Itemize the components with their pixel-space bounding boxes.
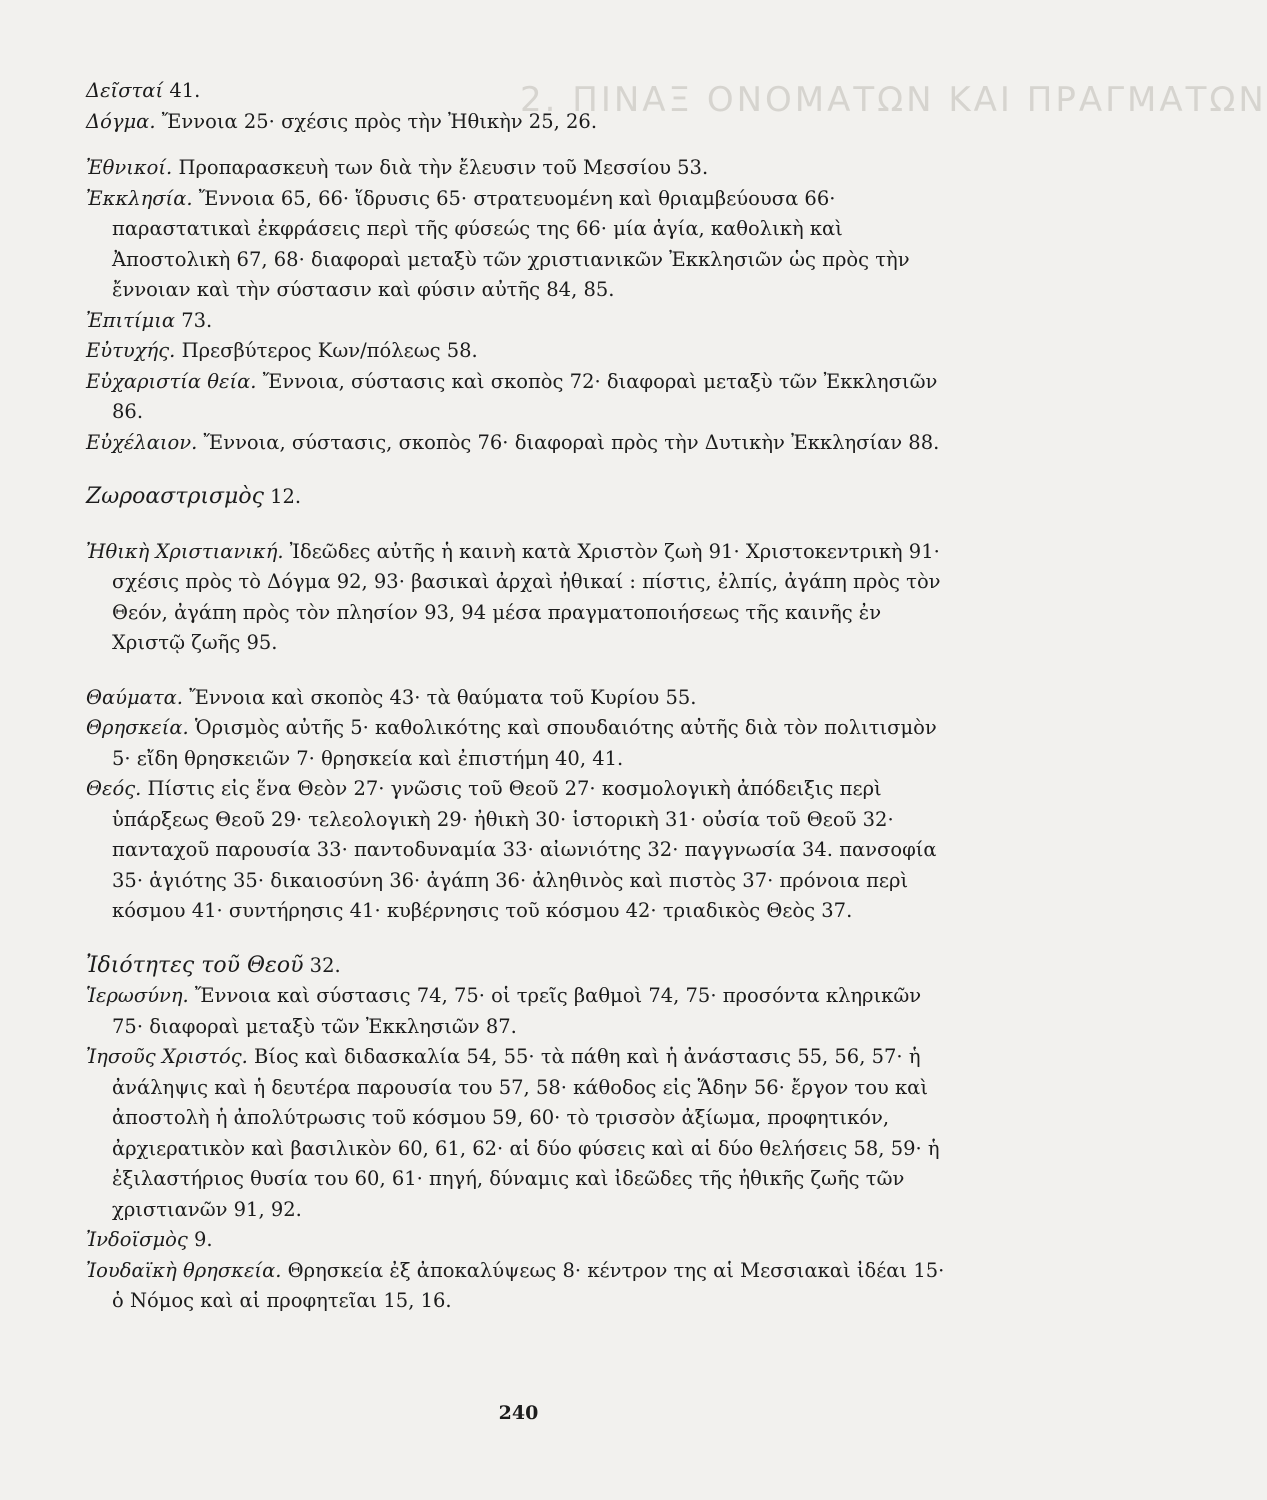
- index-entry: [86, 774, 956, 927]
- index-entry: [86, 107, 956, 138]
- index-entry: [86, 336, 956, 367]
- entry-head: Εὐχαριστία θεία.: [86, 369, 257, 393]
- entry-body: Ἔννοια, σύστασις, σκοπὸς 76· διαφοραὶ πρὸς τὴν Δυτικὴν Ἐκκλησίαν 88.: [203, 430, 940, 454]
- entry-head: Δεῖσταί: [86, 79, 164, 102]
- entry-body: 41.: [169, 79, 201, 102]
- entry-body: Ἔννοια 25· σχέσις πρὸς τὴν Ἠθικὴν 25, 26.: [161, 109, 598, 133]
- entry-head: Εὐτυχής.: [86, 339, 176, 362]
- index-entry: [86, 713, 956, 774]
- entry-body: 32.: [309, 953, 341, 977]
- entry-head: Ἰδιότητες τοῦ Θεοῦ: [86, 952, 304, 978]
- entry-head: Ἐκκλησία.: [86, 186, 193, 210]
- entry-body: 9.: [194, 1228, 213, 1251]
- entry-head: Ἰνδοϊσμὸς: [86, 1228, 188, 1251]
- entry-body: Ἔννοια 65, 66· ἵδρυσις 65· στρατευομένη καὶ θριαμβεύουσα 66· παραστατικαὶ ἐκφράσεις περὶ τῆς φύσεώς της 66· μία ἁγία, καθολικὴ καὶ Ἀποστολικὴ 67, 68· διαφοραὶ μεταξὺ τῶν χριστιανικῶν Ἐκκλησιῶν ὡς πρὸς τὴν ἔννοιαν καὶ τὴν σύστασιν καὶ φύσιν αὐτῆς 84, 85.: [112, 186, 910, 301]
- entry-head: Εὐχέλαιον.: [86, 430, 198, 454]
- index-body: [86, 76, 956, 1317]
- entry-head: Δόγμα.: [86, 109, 156, 133]
- page-number: 240: [498, 1402, 539, 1424]
- entry-head: Θαύματα.: [86, 685, 184, 709]
- index-entry: [86, 981, 956, 1042]
- index-entry: [86, 367, 956, 428]
- entry-body: Θρησκεία ἐξ ἀποκαλύψεως 8· κέντρον της αἱ Μεσσιακαὶ ἰδέαι 15· ὁ Νόμος καὶ αἱ προφητεῖαι 15, 16.: [112, 1258, 945, 1312]
- index-entry: [86, 482, 956, 513]
- index-entry: [86, 683, 956, 714]
- entry-body: Ἔννοια, σύστασις καὶ σκοπὸς 72· διαφοραὶ μεταξὺ τῶν Ἐκκλησιῶν 86.: [112, 369, 938, 423]
- entry-head: Ἰουδαϊκὴ θρησκεία.: [86, 1258, 282, 1282]
- entry-head: Ἱερωσύνη.: [86, 984, 189, 1007]
- bleed-through-heading: 2. ΠΙΝΑΞ ΟΝΟΜΑΤΩΝ ΚΑΙ ΠΡΑΓΜΑΤΩΝ: [520, 80, 1267, 120]
- entry-body: Πίστις εἰς ἕνα Θεὸν 27· γνῶσις τοῦ Θεοῦ 27· κοσμολογικὴ ἀπόδειξις περὶ ὑπάρξεως Θεοῦ 29· τελεολογικὴ 29· ἠθικὴ 30· ἱστορικὴ 31· οὐσία τοῦ Θεοῦ 32· πανταχοῦ παρουσία 33· παντοδυναμία 33· αἰωνιότης 32· παγγνωσία 34. πανσοφία 35· ἁγιότης 35· δικαιοσύνη 36· ἀγάπη 36· ἀληθινὸς καὶ πιστὸς 37· πρόνοια περὶ κόσμου 41· συντήρησις 41· κυβέρνησις τοῦ κόσμου 42· τριαδικὸς Θεὸς 37.: [112, 777, 937, 922]
- index-entry: [86, 428, 956, 459]
- entry-body: Βίος καὶ διδασκαλία 54, 55· τὰ πάθη καὶ ἡ ἀνάστασις 55, 56, 57· ἡ ἀνάληψις καὶ ἡ δευτέρα παρουσία του 57, 58· κάθοδος εἰς Ἅδην 56· ἔργον του καὶ ἀποστολὴ ἡ ἀπολύτρωσις τοῦ κόσμου 59, 60· τὸ τρισσὸν ἀξίωμα, προφητικόν, ἀρχιερατικὸν καὶ βασιλικὸν 60, 61, 62· αἱ δύο φύσεις καὶ αἱ δύο θελήσεις 58, 59· ἡ ἐξιλαστήριος θυσία του 60, 61· πηγή, δύναμις καὶ ἰδεῶδες τῆς ἠθικῆς ζωῆς τῶν χριστιανῶν 91, 92.: [112, 1045, 940, 1221]
- entry-body: Ἔννοια καὶ σύστασις 74, 75· οἱ τρεῖς βαθμοὶ 74, 75· προσόντα κληρικῶν 75· διαφοραὶ μεταξὺ τῶν Ἐκκλησιῶν 87.: [112, 984, 922, 1038]
- entry-head: Ζωροαστρισμὸς: [86, 484, 264, 509]
- entry-body: Ἔννοια καὶ σκοπὸς 43· τὰ θαύματα τοῦ Κυρίου 55.: [189, 685, 697, 709]
- entry-head: Ἐπιτίμια: [86, 308, 176, 332]
- entry-head: Θεός.: [86, 777, 142, 800]
- index-entry: [86, 951, 956, 982]
- index-entry: [86, 153, 956, 184]
- index-entry: [86, 76, 956, 107]
- entry-body: 12.: [270, 485, 302, 508]
- entry-body: Πρεσβύτερος Κων/πόλεως 58.: [181, 339, 478, 362]
- entry-head: Ἠθικὴ Χριστιανική.: [86, 539, 284, 563]
- entry-body: Προπαρασκευὴ των διὰ τὴν ἔλευσιν τοῦ Μεσσίου 53.: [178, 156, 709, 179]
- entry-head: Ἐθνικοί.: [86, 156, 173, 179]
- entry-body: 73.: [181, 308, 213, 332]
- index-entry: [86, 537, 956, 659]
- entry-body: Ἰδεῶδες αὐτῆς ἡ καινὴ κατὰ Χριστὸν ζωὴ 91· Χριστοκεντρικὴ 91· σχέσις πρὸς τὸ Δόγμα 92, 93· βασικαὶ ἀρχαὶ ἠθικαί : πίστις, ἐλπίς, ἀγάπη πρὸς τὸν Θεόν, ἀγάπη πρὸς τὸν πλησίον 93, 94 μέσα πραγματοποιήσεως τῆς καινῆς ἐν Χριστῷ ζωῆς 95.: [112, 539, 941, 654]
- index-entry: [86, 1256, 956, 1317]
- entry-head: Θρησκεία.: [86, 716, 189, 739]
- index-entry: [86, 1225, 956, 1256]
- index-entry: [86, 306, 956, 337]
- index-entry: [86, 184, 956, 306]
- entry-body: Ὁρισμὸς αὐτῆς 5· καθολικότης καὶ σπουδαιότης αὐτῆς διὰ τὸν πολιτισμὸν 5· εἴδη θρησκειῶν 7· θρησκεία καὶ ἐπιστήμη 40, 41.: [112, 716, 937, 770]
- index-entry: [86, 1042, 956, 1225]
- entry-head: Ἰησοῦς Χριστός.: [86, 1045, 248, 1068]
